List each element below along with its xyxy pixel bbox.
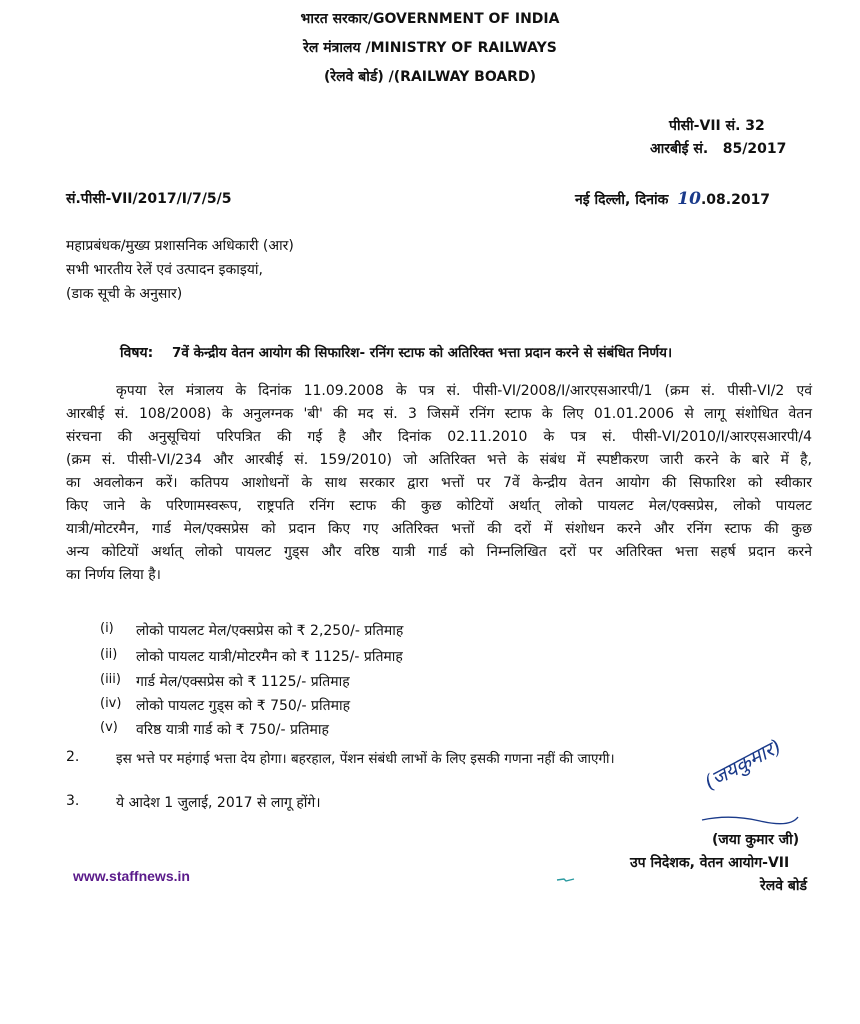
website-watermark: www.staffnews.in (73, 868, 190, 884)
signatory-designation: उप निदेशक, वेतन आयोग-VII (630, 855, 790, 871)
item-number: (iv) (100, 696, 122, 711)
para-line: अन्य कोटियों अर्थात् लोको पायलट गुड्स और वरिष्ठ यात्री गार्ड को निम्नलिखित दरों पर अतिरिक्त भत्ता सहर्ष प्रदान करने (66, 544, 812, 560)
addressee-line3: (डाक सूची के अनुसार) (66, 286, 183, 302)
item-text: वरिष्ठ यात्री गार्ड को ₹ 750/- प्रतिमाह (136, 722, 329, 738)
para-line: किए जाने के परिणामस्वरूप, राष्ट्रपति रनिंग स्टाफ की कुछ कोटियों अर्थात् लोको पायलट मेल/एक्सप्रेस, लोको पायलट (66, 498, 812, 514)
date-place: नई दिल्ली, दिनांक (575, 192, 669, 208)
item-text: लोको पायलट गुड्स को ₹ 750/- प्रतिमाह (136, 698, 351, 714)
ref-pc: पीसी-VII सं. 32 (669, 118, 765, 134)
addressee-line1: महाप्रबंधक/मुख्य प्रशासनिक अधिकारी (आर) (66, 238, 294, 254)
date-rest: .08.2017 (700, 192, 771, 208)
para-line: यात्री/मोटरमैन, गार्ड मेल/एक्सप्रेस को प्रदान किए गए अतिरिक्त भत्तों की दरों में संशोधन करने और रनिंग स्टाफ की कुछ (66, 521, 812, 537)
body-paragraph (66, 380, 812, 587)
item-number: (i) (100, 621, 114, 636)
point-3-text: ये आदेश 1 जुलाई, 2017 से लागू होंगे। (116, 795, 321, 811)
signatory-office: रेलवे बोर्ड (760, 878, 807, 894)
header-govt: भारत सरकार/GOVERNMENT OF INDIA (300, 11, 560, 27)
point-3-number: 3. (66, 793, 80, 809)
para-line: का निर्णय लिया है। (66, 567, 161, 583)
item-text: लोको पायलट मेल/एक्सप्रेस को ₹ 2,250/- प्रतिमाह (136, 623, 404, 639)
ref-rbe: आरबीई सं. 85/2017 (650, 141, 787, 157)
date-line (575, 189, 770, 209)
signature-flourish (700, 812, 800, 826)
item-number: (ii) (100, 647, 118, 662)
addressee-line2: सभी भारतीय रेलें एवं उत्पादन इकाइयां, (66, 262, 263, 278)
signatory-name: (जया कुमार जी) (712, 832, 800, 848)
letter-number: सं.पीसी-VII/2017/I/7/5/5 (66, 191, 232, 207)
item-number: (iii) (100, 672, 121, 687)
subject-label: विषय: (120, 345, 154, 361)
item-number: (v) (100, 720, 118, 735)
subject-text: 7वें केन्द्रीय वेतन आयोग की सिफारिश- रनिंग स्टाफ को अतिरिक्त भत्ता प्रदान करने से संबंधित निर्णय। (172, 345, 673, 361)
para-line: आरबीई सं. 108/2008) के अनुलग्नक 'बी' की मद सं. 3 जिसमें रनिंग स्टाफ के लिए 01.01.2006 से लागू संशोधित वेतन (66, 406, 812, 422)
handwritten-signature: (जयकुमार) (700, 734, 785, 795)
para-line: (क्रम सं. पीसी-VI/234 और आरबीई सं. 159/2010) जो अतिरिक्त भत्ते के संबंध में स्पष्टीकरण जारी करने के बारे में है, (66, 452, 812, 468)
date-day-handwritten: 10 (677, 189, 701, 209)
para-line: कृपया रेल मंत्रालय के दिनांक 11.09.2008 के पत्र सं. पीसी-VI/2008/I/आरएसआरपी/1 (क्रम सं. पीसी-VI/2 एवं (116, 383, 812, 399)
point-2-text: इस भत्ते पर महंगाई भत्ता देय होगा। बहरहाल, पेंशन संबंधी लाभों के लिए इसकी गणना नहीं की जाएगी। (116, 751, 615, 767)
ink-mark-icon (556, 876, 576, 884)
item-text: गार्ड मेल/एक्सप्रेस को ₹ 1125/- प्रतिमाह (136, 674, 350, 690)
header-board: (रेलवे बोर्ड) /(RAILWAY BOARD) (324, 69, 536, 85)
para-line: संरचना की अनुसूचियां परिपत्रित की गई है और दिनांक 02.11.2010 के पत्र सं. पीसी-VI/2010/I/आरएसआरपी/4 (66, 429, 812, 445)
item-text: लोको पायलट यात्री/मोटरमैन को ₹ 1125/- प्रतिमाह (136, 649, 403, 665)
header-ministry: रेल मंत्रालय /MINISTRY OF RAILWAYS (303, 40, 557, 56)
point-2-number: 2. (66, 749, 80, 765)
para-line: का अवलोकन करें। कतिपय आशोधनों के साथ सरकार द्वारा भत्तों पर 7वें केन्द्रीय वेतन आयोग की सिफारिश को स्वीकार (66, 475, 812, 491)
